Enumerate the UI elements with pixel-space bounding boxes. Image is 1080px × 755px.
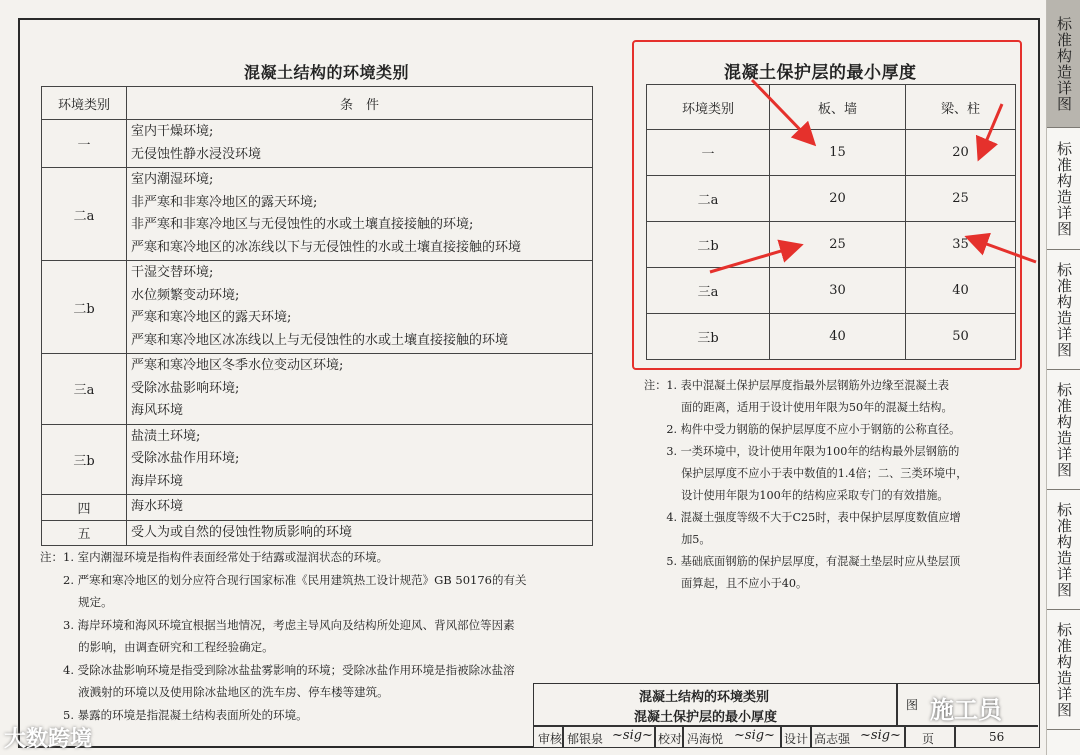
brand-badge: 施工员: [930, 696, 1002, 724]
env-note-line: 3. 海岸环境和海风环境宜根据当地情况，考虑主导风向及结构所处迎风、背风部位等因素: [40, 617, 515, 632]
design-label: 设计: [784, 732, 809, 746]
title-line-2: 混凝土保护层的最小厚度: [634, 710, 778, 725]
env-condition-line: 受人为或自然的侵蚀性物质影响的环境: [131, 524, 353, 540]
env-condition-line: 严寒和寒冷地区的冰冻线以下与无侵蚀性的水或土壤直接接触的环境: [131, 239, 522, 255]
env-condition-line: 水位频繁变动环境;: [131, 287, 240, 303]
cover-value-cell: 40: [906, 268, 1016, 314]
cover-note-line: 5. 基础底面钢筋的保护层厚度，有混凝土垫层时应从垫层顶: [644, 555, 961, 568]
cover-note-line: 面的距离，适用于设计使用年限为50年的混凝土结构。: [644, 401, 953, 414]
cover-note-line: 4. 混凝土强度等级不大于C25时，表中保护层厚度数值应增: [644, 511, 961, 524]
env-condition-line: 非严寒和非寒冷地区与无侵蚀性的水或土壤直接接触的环境;: [131, 217, 474, 232]
env-condition-line: 严寒和寒冷地区冰冻线以上与无侵蚀性的水或土壤直接接触的环境: [131, 332, 509, 348]
cover-note-line: 保护层厚度不应小于表中数值的1.4倍；二、三类环境中，: [644, 467, 968, 480]
cover-note-line: 面算起，且不应小于40。: [644, 577, 808, 590]
env-note-line: 的影响，由调查研究和工程经验确定。: [40, 640, 274, 654]
env-condition-line: 非严寒和非寒冷地区的露天环境;: [131, 194, 318, 210]
env-condition-line: 受除冰盐作用环境;: [131, 451, 240, 466]
arrow-to-15: [752, 80, 812, 142]
cover-value-cell: 20: [906, 130, 1016, 176]
cover-header-slab: 板、墙: [770, 85, 906, 130]
reviewer-signature: ~sig~: [612, 728, 653, 743]
cover-header-class: 环境类别: [647, 85, 770, 130]
arrow-to-25: [710, 246, 798, 272]
page-number: 56: [989, 730, 1005, 744]
cover-note-line: 加5。: [644, 533, 711, 546]
designer-name: 高志强: [814, 732, 851, 746]
env-class-cell: 五: [42, 520, 127, 546]
cover-value-cell: 25: [906, 176, 1016, 222]
cover-notes: [644, 375, 967, 595]
env-condition-line: 干湿交替环境;: [131, 265, 214, 280]
cover-table-title: 混凝土保护层的最小厚度: [724, 63, 917, 83]
env-class-cell: 三a: [42, 354, 127, 425]
cover-value-cell: 25: [770, 222, 906, 268]
checker-signature: ~sig~: [734, 728, 775, 743]
cover-value-cell: 35: [906, 222, 1016, 268]
side-tab-bar: [1046, 0, 1080, 755]
side-tab[interactable]: 标准构造详图: [1047, 128, 1080, 250]
env-note-line: 注：1. 室内潮湿环境是指构件表面经常处于结露或湿润状态的环境。: [40, 550, 389, 564]
env-condition-line: 盐渍土环境;: [131, 428, 201, 444]
cover-class-cell: 三b: [647, 314, 770, 360]
cover-note-line: 2. 构件中受力钢筋的保护层厚度不应小于钢筋的公称直径。: [644, 423, 961, 436]
cover-value-cell: 15: [770, 130, 906, 176]
figure-label: 图: [906, 698, 919, 712]
env-class-cell: 一: [42, 120, 127, 168]
title-line-1: 混凝土结构的环境类别: [639, 690, 770, 705]
cover-note-line: 设计使用年限为100年的结构应采取专门的有效措施。: [644, 489, 949, 502]
side-tab[interactable]: 标准构造详图: [1047, 0, 1080, 128]
cover-header-beam: 梁、柱: [906, 85, 1016, 130]
env-condition-line: 海水环境: [131, 499, 184, 514]
env-table-title: 混凝土结构的环境类别: [244, 63, 410, 82]
cover-value-cell: 30: [770, 268, 906, 314]
cover-value-cell: 20: [770, 176, 906, 222]
cover-note-line: 3. 一类环境中，设计使用年限为100年的结构最外层钢筋的: [644, 445, 960, 458]
cover-note-line: 注：1. 表中混凝土保护层厚度指最外层钢筋外边缘至混凝土表: [644, 379, 950, 392]
env-condition-line: 室内干燥环境;: [131, 124, 214, 139]
watermark: 大数跨境: [4, 727, 93, 752]
env-note-line: 液溅射的环境以及使用除冰盐地区的洗车房、停车楼等建筑。: [40, 685, 389, 699]
cover-value-cell: 50: [906, 314, 1016, 360]
env-condition-line: 受除冰盐影响环境;: [131, 380, 240, 396]
env-class-cell: 三b: [42, 424, 127, 495]
env-note-line: 5. 暴露的环境是指混凝土结构表面所处的环境。: [40, 707, 308, 722]
side-tab[interactable]: 标准构造详图: [1047, 370, 1080, 490]
env-condition-line: 严寒和寒冷地区冬季水位变动区环境;: [131, 358, 344, 373]
env-condition-line: 无侵蚀性静水浸没环境: [131, 146, 262, 162]
reviewer-name: 郁银泉: [567, 732, 604, 746]
env-note-line: 2. 严寒和寒冷地区的划分应符合现行国家标准《民用建筑热工设计规范》GB 50176的有关: [40, 572, 527, 587]
cover-class-cell: 二a: [647, 176, 770, 222]
arrow-to-20: [980, 104, 1002, 156]
side-tab[interactable]: 标准构造详图: [1047, 250, 1080, 370]
env-condition-line: 室内潮湿环境;: [131, 172, 214, 187]
page-label: 页: [922, 732, 935, 746]
checker-name: 冯海悦: [687, 732, 724, 746]
arrow-to-35: [970, 238, 1036, 262]
designer-signature: ~sig~: [860, 728, 901, 743]
env-class-cell: 四: [42, 495, 127, 521]
side-tab[interactable]: 标准构造详图: [1047, 610, 1080, 730]
env-condition-line: 海岸环境: [131, 473, 184, 489]
env-note-line: 规定。: [40, 595, 113, 609]
env-condition-line: 严寒和寒冷地区的露天环境;: [131, 310, 292, 325]
side-tab[interactable]: 标准构造详图: [1047, 490, 1080, 610]
review-label: 审核: [538, 732, 563, 746]
cover-class-cell: 三a: [647, 268, 770, 314]
cover-value-cell: 40: [770, 314, 906, 360]
env-class-cell: 二a: [42, 168, 127, 261]
env-note-line: 4. 受除冰盐影响环境是指受到除冰盐盐雾影响的环境；受除冰盐作用环境是指被除冰盐溶: [40, 662, 515, 677]
cover-class-cell: 一: [647, 130, 770, 176]
env-condition-line: 海风环境: [131, 403, 184, 418]
cover-class-cell: 二b: [647, 222, 770, 268]
env-header-class: 环境类别: [42, 87, 127, 120]
env-header-condition: 条 件: [127, 87, 593, 120]
check-label: 校对: [658, 732, 683, 746]
env-class-cell: 二b: [42, 261, 127, 354]
